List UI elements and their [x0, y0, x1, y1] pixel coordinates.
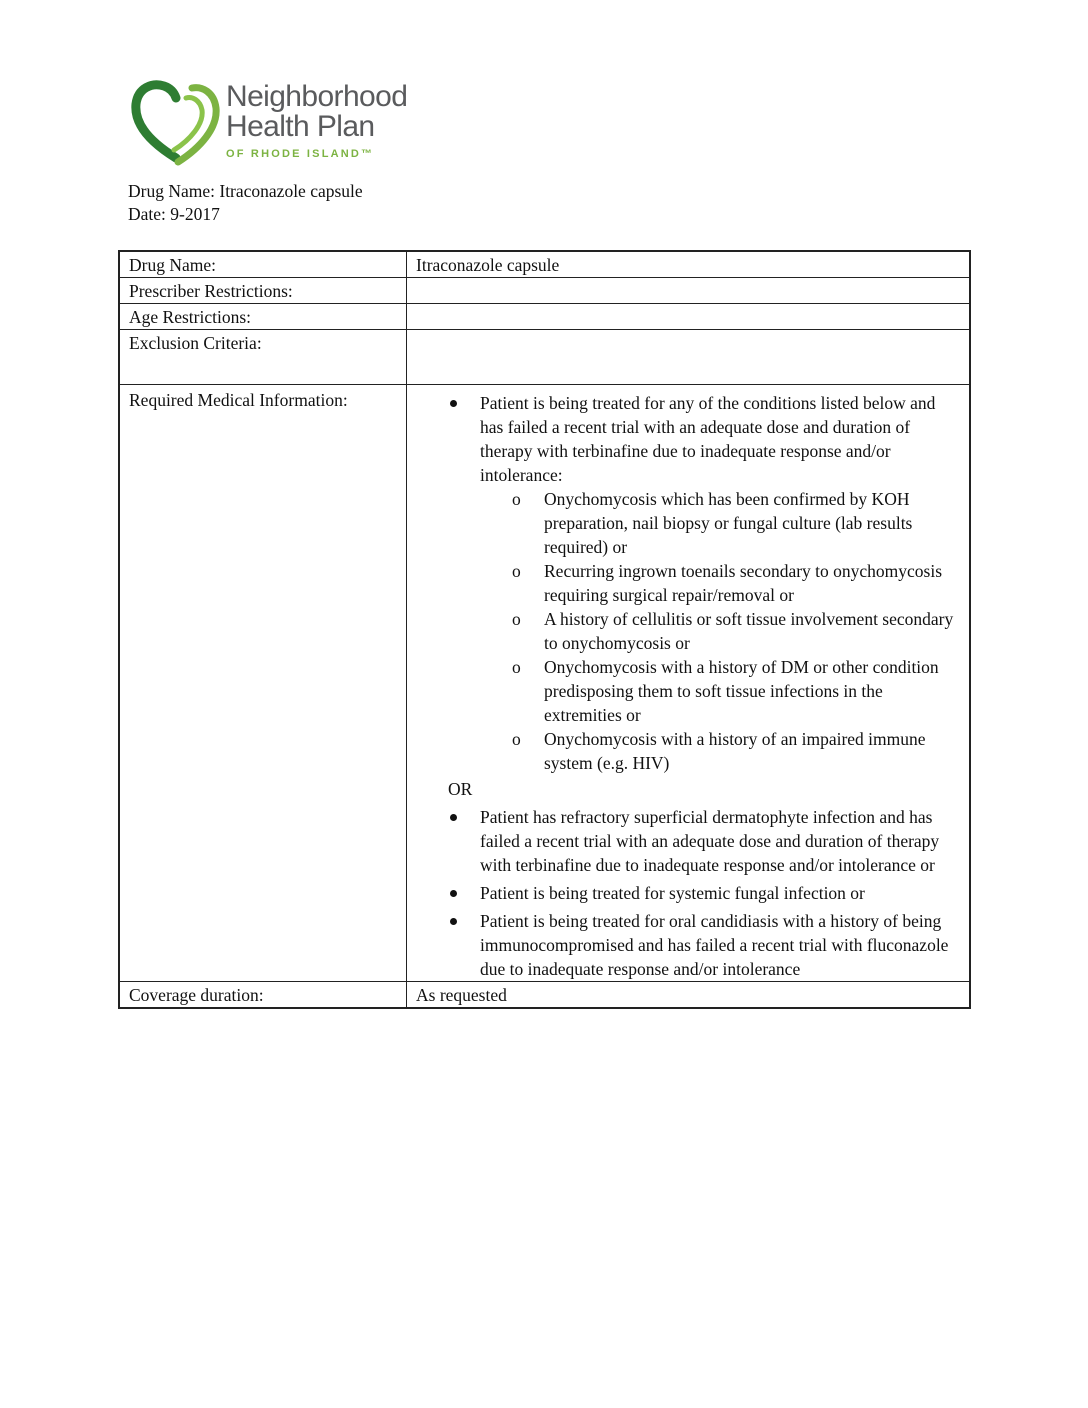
bullet-icon	[450, 890, 457, 897]
bullet-icon	[450, 918, 457, 925]
row-label: Age Restrictions:	[119, 304, 407, 330]
table-row-exclusion-criteria	[119, 330, 970, 385]
heart-logo-icon	[130, 78, 226, 168]
list-item	[480, 727, 960, 775]
row-label: Prescriber Restrictions:	[119, 278, 407, 304]
bullet-text: Patient has refractory superficial dermatophyte infection and has failed a recent trial with an adequate dose and duration of therapy with terbinafine due to inadequate response and/or intolerance or	[480, 807, 940, 875]
circle-marker-icon: o	[512, 657, 521, 677]
list-item	[416, 391, 960, 775]
table-row-age-restrictions	[119, 304, 970, 330]
list-item	[416, 909, 960, 981]
table-row-prescriber-restrictions	[119, 278, 970, 304]
circle-marker-icon: o	[512, 609, 521, 629]
table-row-coverage-duration	[119, 982, 970, 1009]
bullet-icon	[450, 814, 457, 821]
bullet-icon	[450, 400, 457, 407]
row-value	[407, 278, 971, 304]
sub-item-text: A history of cellulitis or soft tissue involvement secondary to onychomycosis or	[544, 609, 954, 653]
circle-marker-icon: o	[512, 729, 521, 749]
bullet-text: Patient is being treated for systemic fungal infection or	[480, 883, 865, 903]
required-info-list-2	[416, 805, 960, 981]
required-info-list	[416, 391, 960, 775]
row-value	[407, 330, 971, 385]
table-row-required-medical-information	[119, 385, 970, 982]
row-label: Exclusion Criteria:	[119, 330, 407, 385]
header-date: Date: 9-2017	[128, 204, 220, 224]
sub-item-text: Onychomycosis with a history of an impaired immune system (e.g. HIV)	[544, 729, 926, 773]
row-label: Drug Name:	[119, 251, 407, 278]
logo-line-rhode-island: OF RHODE ISLAND™	[226, 148, 375, 160]
bullet-text: Patient is being treated for oral candidiasis with a history of being immunocompromised and has failed a recent trial with fluconazole due to inadequate response and/or intolerance	[480, 911, 949, 979]
list-item	[480, 607, 960, 655]
criteria-table	[118, 250, 971, 1009]
table-row-drug-name	[119, 251, 970, 278]
list-item	[480, 655, 960, 727]
list-item	[480, 487, 960, 559]
circle-marker-icon: o	[512, 489, 521, 509]
header-drug-name: Drug Name: Itraconazole capsule	[128, 181, 363, 201]
or-separator: OR	[448, 779, 473, 799]
bullet-text: Patient is being treated for any of the conditions listed below and has failed a recent trial with an adequate dose and duration of therapy with terbinafine due to inadequate response and/or intolerance:	[480, 393, 936, 485]
circle-marker-icon: o	[512, 561, 521, 581]
document-header	[128, 180, 363, 226]
neighborhood-health-plan-logo	[130, 78, 430, 170]
sub-item-text: Onychomycosis with a history of DM or other condition predisposing them to soft tissue infections in the extremities or	[544, 657, 939, 725]
row-value	[407, 304, 971, 330]
logo-line-neighborhood: Neighborhood	[226, 80, 408, 113]
row-label: Required Medical Information:	[119, 385, 407, 982]
row-value: Itraconazole capsule	[407, 251, 971, 278]
row-label: Coverage duration:	[119, 982, 407, 1009]
required-info-cell	[407, 385, 971, 982]
logo-wordmark	[226, 82, 407, 160]
list-item	[480, 559, 960, 607]
sub-item-text: Recurring ingrown toenails secondary to onychomycosis requiring surgical repair/removal or	[544, 561, 943, 605]
row-value: As requested	[407, 982, 971, 1009]
condition-sublist	[480, 487, 960, 775]
list-item	[416, 881, 960, 905]
list-item	[416, 805, 960, 877]
sub-item-text: Onychomycosis which has been confirmed by KOH preparation, nail biopsy or fungal culture (lab results required) or	[544, 489, 913, 557]
logo-line-health-plan: Health Plan	[226, 110, 375, 143]
